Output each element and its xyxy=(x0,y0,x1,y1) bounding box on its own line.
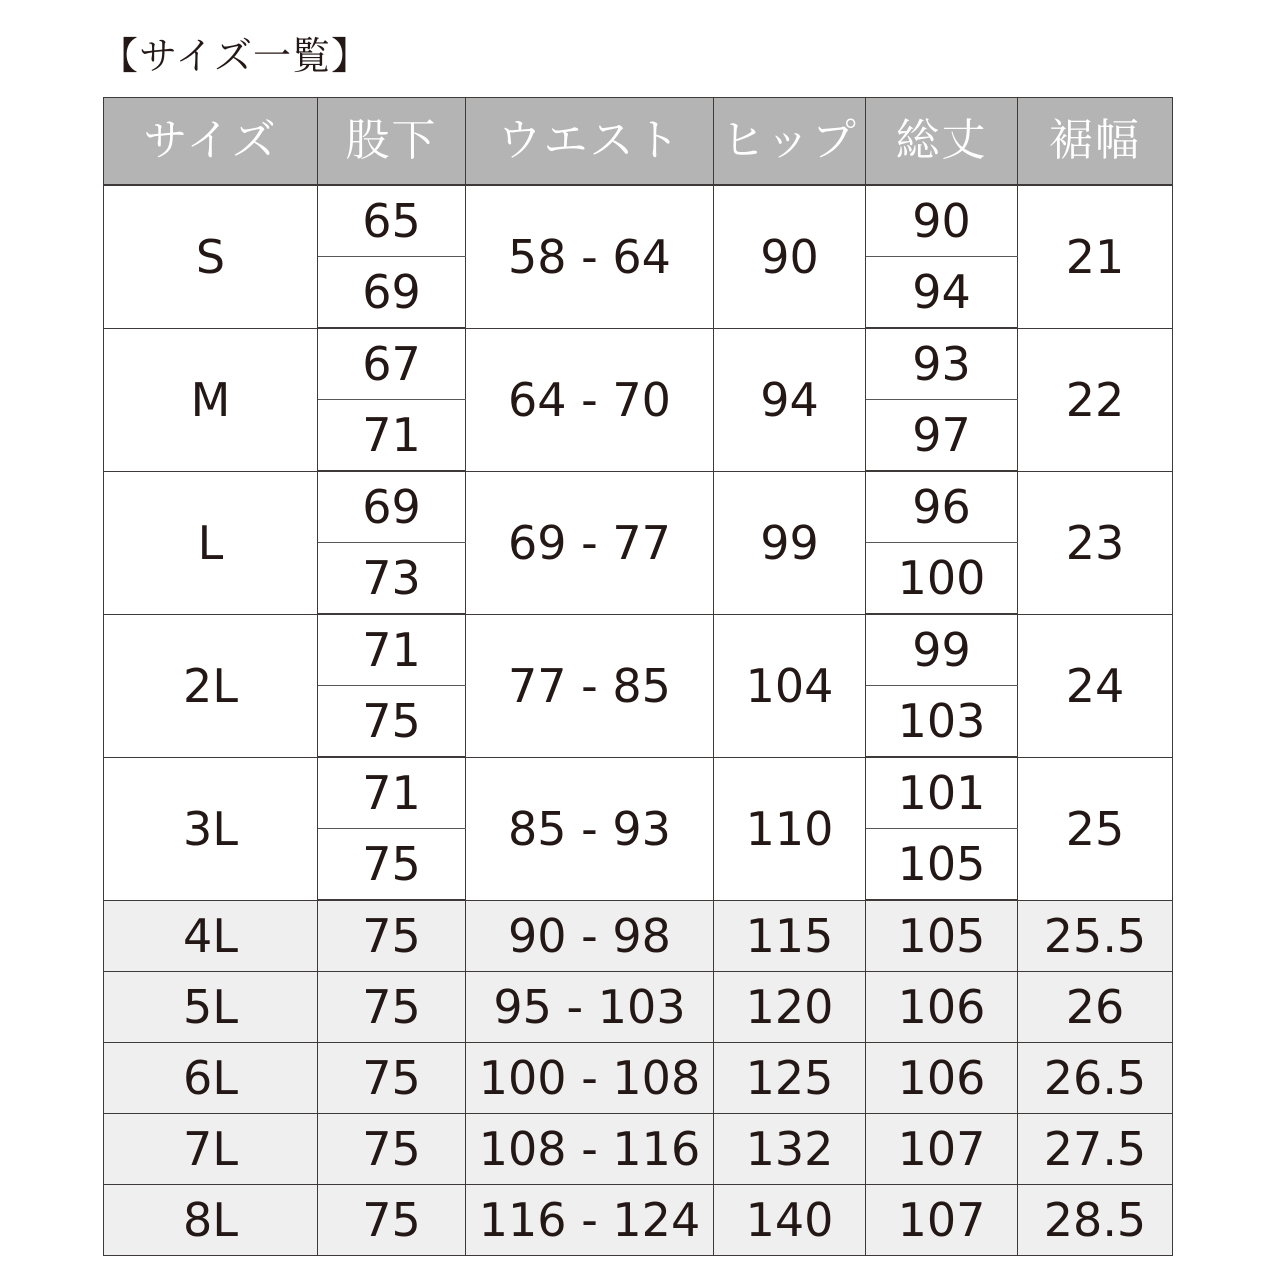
length-cell: 105 xyxy=(866,829,1018,901)
table-row xyxy=(104,900,1173,972)
size-cell: L xyxy=(104,471,318,614)
size-cell: 4L xyxy=(104,900,318,972)
length-cell: 107 xyxy=(866,1114,1018,1185)
large-sizes xyxy=(104,900,1173,1256)
header-length: 総丈 xyxy=(866,98,1018,186)
header-inseam: 股下 xyxy=(318,98,466,186)
hem-cell: 23 xyxy=(1018,471,1173,614)
table-row xyxy=(104,1114,1173,1185)
waist-cell: 95 - 103 xyxy=(466,972,714,1043)
hem-cell: 25 xyxy=(1018,757,1173,900)
table-row xyxy=(104,1043,1173,1114)
inseam-cell: 75 xyxy=(318,686,466,758)
waist-cell: 85 - 93 xyxy=(466,757,714,900)
table-row xyxy=(104,1185,1173,1256)
inseam-cell: 75 xyxy=(318,900,466,972)
hip-cell: 125 xyxy=(714,1043,866,1114)
length-cell: 103 xyxy=(866,686,1018,758)
header-hip: ヒップ xyxy=(714,98,866,186)
length-cell: 90 xyxy=(866,185,1018,257)
size-table xyxy=(103,97,1173,1256)
header-row xyxy=(104,98,1173,186)
inseam-cell: 67 xyxy=(318,328,466,400)
hem-cell: 21 xyxy=(1018,185,1173,328)
size-group-m xyxy=(104,328,1173,471)
size-cell: 8L xyxy=(104,1185,318,1256)
header-waist: ウエスト xyxy=(466,98,714,186)
inseam-cell: 69 xyxy=(318,471,466,543)
waist-cell: 69 - 77 xyxy=(466,471,714,614)
page-title: 【サイズ一覧】 xyxy=(100,34,370,78)
size-cell: M xyxy=(104,328,318,471)
hip-cell: 104 xyxy=(714,614,866,757)
hem-cell: 24 xyxy=(1018,614,1173,757)
size-cell: 3L xyxy=(104,757,318,900)
waist-cell: 116 - 124 xyxy=(466,1185,714,1256)
inseam-cell: 71 xyxy=(318,400,466,472)
hip-cell: 110 xyxy=(714,757,866,900)
hem-cell: 22 xyxy=(1018,328,1173,471)
hip-cell: 132 xyxy=(714,1114,866,1185)
waist-cell: 58 - 64 xyxy=(466,185,714,328)
length-cell: 100 xyxy=(866,543,1018,615)
hem-cell: 26 xyxy=(1018,972,1173,1043)
hip-cell: 120 xyxy=(714,972,866,1043)
hip-cell: 140 xyxy=(714,1185,866,1256)
size-group-l xyxy=(104,471,1173,614)
header-size: サイズ xyxy=(104,98,318,186)
length-cell: 96 xyxy=(866,471,1018,543)
inseam-cell: 75 xyxy=(318,1043,466,1114)
size-group-2l xyxy=(104,614,1173,757)
length-cell: 106 xyxy=(866,972,1018,1043)
inseam-cell: 71 xyxy=(318,757,466,829)
size-cell: S xyxy=(104,185,318,328)
inseam-cell: 75 xyxy=(318,1185,466,1256)
hip-cell: 115 xyxy=(714,900,866,972)
waist-cell: 108 - 116 xyxy=(466,1114,714,1185)
inseam-cell: 75 xyxy=(318,1114,466,1185)
hem-cell: 26.5 xyxy=(1018,1043,1173,1114)
length-cell: 99 xyxy=(866,614,1018,686)
size-cell: 5L xyxy=(104,972,318,1043)
inseam-cell: 71 xyxy=(318,614,466,686)
size-cell: 7L xyxy=(104,1114,318,1185)
inseam-cell: 73 xyxy=(318,543,466,615)
size-cell: 2L xyxy=(104,614,318,757)
header-hem: 裾幅 xyxy=(1018,98,1173,186)
waist-cell: 77 - 85 xyxy=(466,614,714,757)
hem-cell: 28.5 xyxy=(1018,1185,1173,1256)
length-cell: 107 xyxy=(866,1185,1018,1256)
length-cell: 97 xyxy=(866,400,1018,472)
inseam-cell: 65 xyxy=(318,185,466,257)
inseam-cell: 75 xyxy=(318,829,466,901)
length-cell: 106 xyxy=(866,1043,1018,1114)
length-cell: 105 xyxy=(866,900,1018,972)
waist-cell: 64 - 70 xyxy=(466,328,714,471)
waist-cell: 100 - 108 xyxy=(466,1043,714,1114)
hip-cell: 99 xyxy=(714,471,866,614)
hip-cell: 90 xyxy=(714,185,866,328)
size-group-3l xyxy=(104,757,1173,900)
inseam-cell: 75 xyxy=(318,972,466,1043)
length-cell: 93 xyxy=(866,328,1018,400)
size-group-s xyxy=(104,185,1173,328)
waist-cell: 90 - 98 xyxy=(466,900,714,972)
size-cell: 6L xyxy=(104,1043,318,1114)
inseam-cell: 69 xyxy=(318,257,466,329)
hem-cell: 25.5 xyxy=(1018,900,1173,972)
hem-cell: 27.5 xyxy=(1018,1114,1173,1185)
length-cell: 101 xyxy=(866,757,1018,829)
table-row xyxy=(104,972,1173,1043)
hip-cell: 94 xyxy=(714,328,866,471)
length-cell: 94 xyxy=(866,257,1018,329)
